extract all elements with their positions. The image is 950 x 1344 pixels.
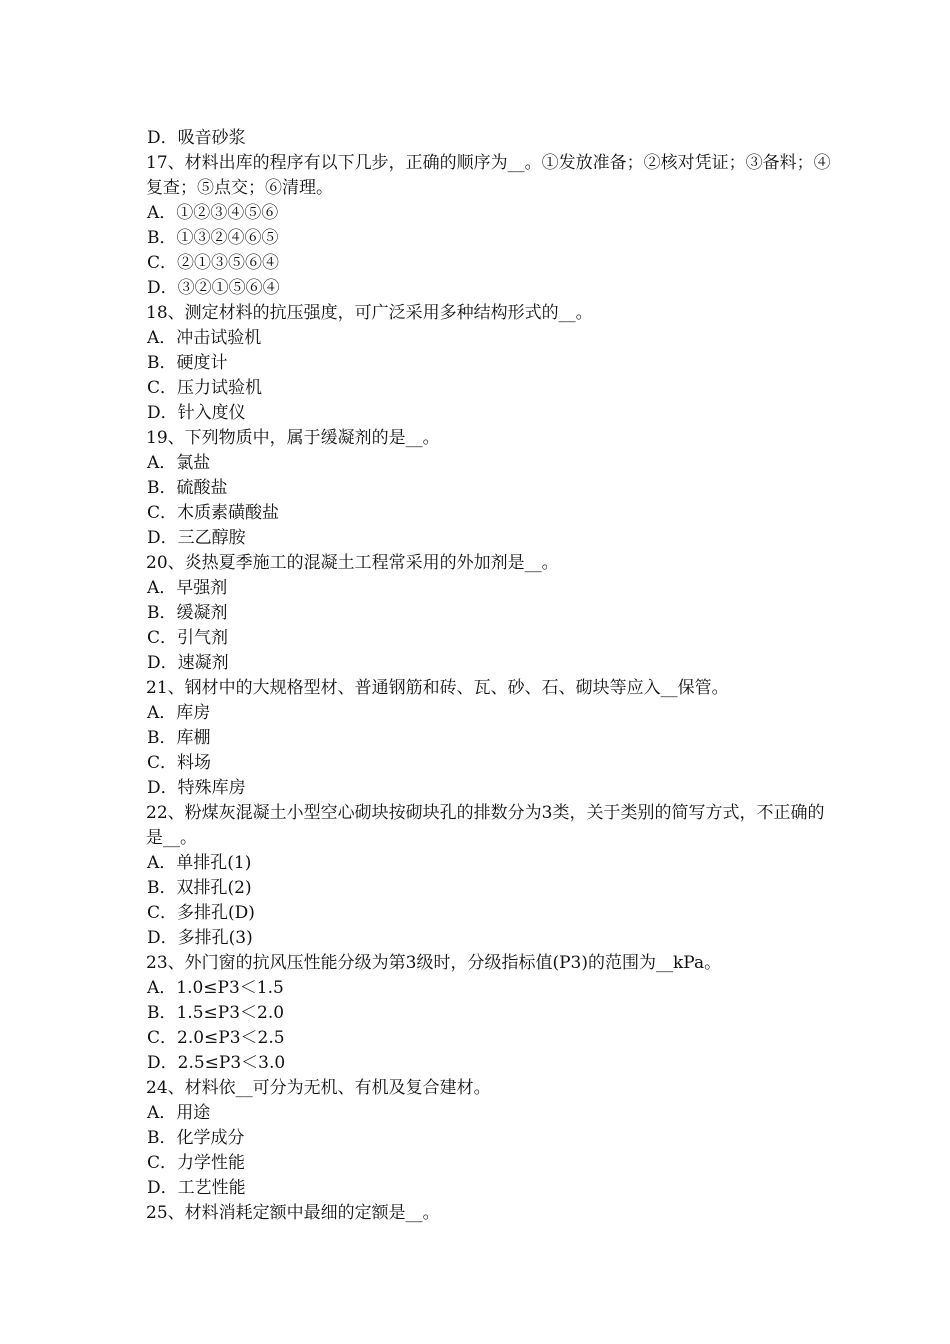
document-page bbox=[146, 126, 836, 1226]
option-line: A．氯盐 bbox=[147, 453, 211, 473]
option-line: C．料场 bbox=[147, 753, 212, 773]
option-line: B．①③②④⑥⑤ bbox=[147, 228, 279, 248]
question-line: 25、材料消耗定额中最细的定额是__。 bbox=[146, 1203, 440, 1223]
option-line: A．用途 bbox=[147, 1103, 211, 1123]
option-line: C．2.0≤P3＜2.5 bbox=[147, 1028, 285, 1048]
option-line: D．多排孔(3) bbox=[147, 928, 253, 948]
question-line: 17、材料出库的程序有以下几步，正确的顺序为__。①发放准备；②核对凭证；③备料；④复查；⑤点交；⑥清理。 bbox=[146, 153, 831, 198]
question-line: 22、粉煤灰混凝土小型空心砌块按砌块孔的排数分为3类，关于类别的简写方式，不正确的是__。 bbox=[146, 803, 825, 848]
option-line: A．1.0≤P3＜1.5 bbox=[147, 978, 284, 998]
option-line: B．硫酸盐 bbox=[147, 478, 228, 498]
option-line: B．化学成分 bbox=[147, 1128, 245, 1148]
option-line: B．缓凝剂 bbox=[147, 603, 228, 623]
option-line: A．冲击试验机 bbox=[147, 328, 262, 348]
option-line: D．针入度仪 bbox=[147, 403, 246, 423]
option-line: B．库棚 bbox=[147, 728, 211, 748]
question-line: 23、外门窗的抗风压性能分级为第3级时，分级指标值(P3)的范围为__kPa。 bbox=[146, 953, 722, 973]
option-line: A．早强剂 bbox=[147, 578, 228, 598]
option-line: C．②①③⑤⑥④ bbox=[147, 253, 280, 273]
option-line: D．2.5≤P3＜3.0 bbox=[147, 1053, 286, 1073]
question-line: 21、钢材中的大规格型材、普通钢筋和砖、瓦、砂、石、砌块等应入__保管。 bbox=[146, 678, 729, 698]
option-line: C．木质素磺酸盐 bbox=[147, 503, 280, 523]
option-line: B．双排孔(2) bbox=[147, 878, 252, 898]
question-line: 20、炎热夏季施工的混凝土工程常采用的外加剂是__。 bbox=[146, 553, 559, 573]
option-line: D．吸音砂浆 bbox=[147, 128, 246, 148]
option-line: A．库房 bbox=[147, 703, 211, 723]
option-line: C．引气剂 bbox=[147, 628, 229, 648]
option-line: B．1.5≤P3＜2.0 bbox=[147, 1003, 285, 1023]
option-line: D．三乙醇胺 bbox=[147, 528, 246, 548]
option-line: C．压力试验机 bbox=[147, 378, 263, 398]
option-line: D．工艺性能 bbox=[147, 1178, 246, 1198]
question-line: 19、下列物质中，属于缓凝剂的是__。 bbox=[146, 428, 440, 448]
option-line: A．①②③④⑤⑥ bbox=[147, 203, 279, 223]
option-line: C．力学性能 bbox=[147, 1153, 246, 1173]
question-line: 24、材料依__可分为无机、有机及复合建材。 bbox=[146, 1078, 491, 1098]
option-line: A．单排孔(1) bbox=[147, 853, 252, 873]
question-line: 18、测定材料的抗压强度，可广泛采用多种结构形式的__。 bbox=[146, 303, 593, 323]
option-line: D．特殊库房 bbox=[147, 778, 246, 798]
option-line: D．③②①⑤⑥④ bbox=[147, 278, 280, 298]
option-line: D．速凝剂 bbox=[147, 653, 229, 673]
option-line: B．硬度计 bbox=[147, 353, 228, 373]
option-line: C．多排孔(D) bbox=[147, 903, 255, 923]
